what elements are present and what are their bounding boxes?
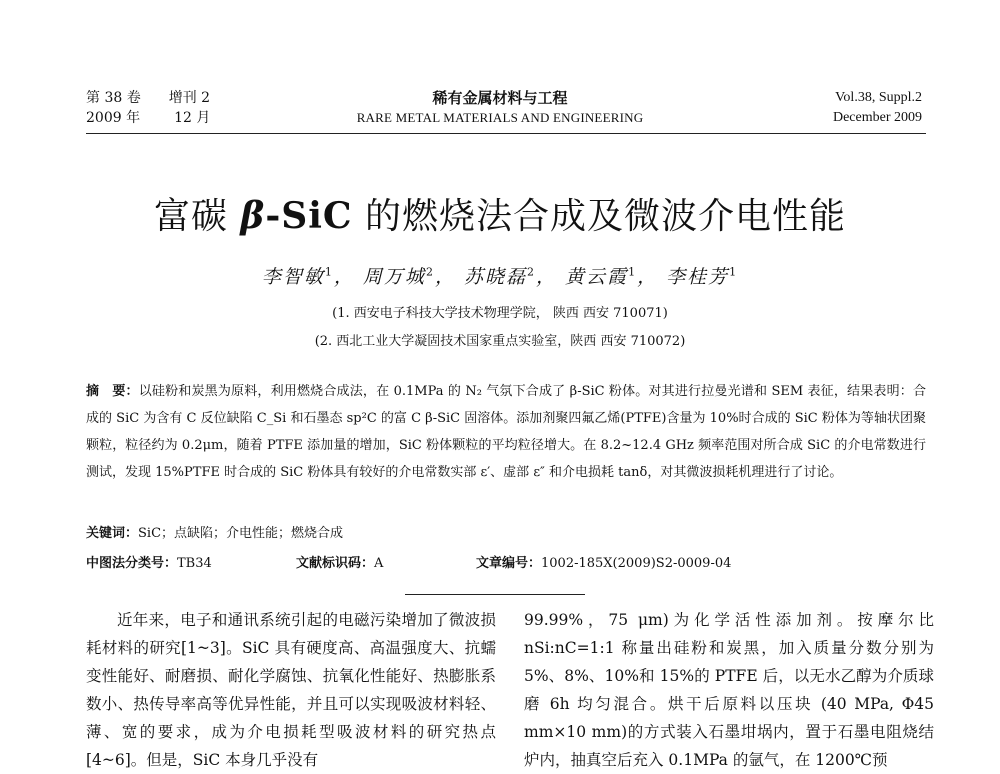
keywords: [86, 522, 343, 541]
volume: 第 38 卷: [86, 90, 141, 106]
journal-name-cn: 稀有金属材料与工程: [432, 89, 568, 107]
author-aff: 1: [729, 265, 739, 279]
keywords-text: SiC；点缺陷；介电性能；燃烧合成: [138, 526, 344, 541]
month: 12 月: [174, 110, 211, 126]
author-aff: 2: [425, 265, 435, 279]
title-suffix: 的燃烧法合成及微波介电性能: [352, 196, 847, 237]
body-column-right: [524, 606, 934, 774]
author: 黄云霞: [565, 266, 629, 288]
header-rule: [86, 133, 926, 134]
vol-en: Vol.38, Suppl.2: [835, 90, 922, 105]
article-no-value: 1002-185X(2009)S2-0009-04: [541, 556, 732, 571]
abstract: [86, 378, 926, 486]
author-list: 李智敏$^1$， 周万城$^2$， 苏晓磊$^2$， 黄云霞$^1$， 李桂芳$^1$: [261, 265, 739, 288]
clc-value: TB34: [177, 556, 212, 571]
issue: 增刊 2: [168, 90, 211, 106]
abstract-text: 以硅粉和炭黑为原料，利用燃烧合成法，在 0.1MPa 的 N₂ 气氛下合成了 β-SiC 粉体。对其进行拉曼光谱和 SEM 表征，结果表明：合成的 SiC 为含有 C 反位缺陷 C_Si 和石墨态 sp²C 的富 C β-SiC 固溶体。添加剂聚四氟乙烯(PTFE)含量为 10%时合成的 SiC 粉体为等轴状团聚颗粒，粒径约为 0.2μm，随着 PTFE 添加量的增加，SiC 粉体颗粒的平均粒径增大。在 8.2~12.4 GHz 频率范围对所合成 SiC 的介电常数进行测试，发现 15%PTFE 时合成的 SiC 粉体具有较好的介电常数实部 ε′、虚部 ε″ 和介电损耗 tanδ，对其微波损耗机理进行了讨论。: [86, 384, 926, 480]
author: 李智敏: [261, 266, 325, 288]
section-rule: [405, 594, 585, 595]
year: 2009 年: [86, 110, 141, 126]
title-sic: -SiC: [265, 195, 353, 237]
title-prefix: 富碳: [153, 196, 241, 237]
author: 周万城: [362, 266, 426, 288]
author-aff: 1: [324, 265, 334, 279]
paper-title: [0, 188, 1000, 239]
abstract-label: 摘 要：: [86, 384, 139, 399]
affiliation-1: (1. 西安电子科技大学技术物理学院， 陕西 西安 710071): [332, 306, 668, 321]
author: 苏晓磊: [463, 266, 527, 288]
author-aff: 1: [628, 265, 638, 279]
clc-label: 中图法分类号：: [86, 556, 178, 571]
classification-row: [86, 552, 846, 571]
doc-code-value: A: [374, 556, 384, 571]
affiliation-2: (2. 西北工业大学凝固技术国家重点实验室，陕西 西安 710072): [314, 334, 686, 349]
title-beta: β: [240, 195, 266, 237]
body-paragraph: 近年来，电子和通讯系统引起的电磁污染增加了微波损耗材料的研究[1~3]。SiC 具有硬度高、高温强度大、抗蠕变性能好、耐磨损、耐化学腐蚀、抗氧化性能好、热膨胀系数小、热传导率高等优异性能，并且可以实现吸波材料轻、薄、宽的要求，成为介电损耗型吸波材料的研究热点[4~6]。但是，SiC 本身几乎没有: [86, 611, 496, 769]
body-column-left: [86, 606, 496, 774]
doc-code-label: 文献标识码：: [296, 556, 375, 571]
body-paragraph: 99.99%，75 μm)为化学活性添加剂。按摩尔比 nSi:nC=1:1 称量出硅粉和炭黑，加入质量分数分别为 5%、8%、10%和 15%的 PTFE 后，以无水乙醇为介质球磨 6h 均匀混合。烘干后原料以压块 (40 MPa, Φ45 mm×10 mm)的方式装入石墨坩埚内，置于石墨电阻烧结炉内，抽真空后充入 0.1MPa 的氩气，在 1200℃预: [524, 611, 934, 769]
journal-name-en: RARE METAL MATERIALS AND ENGINEERING: [356, 110, 644, 125]
article-no-label: 文章编号：: [476, 556, 542, 571]
header-volume-en: [833, 88, 922, 128]
keywords-label: 关键词：: [86, 526, 139, 541]
date-en: December 2009: [832, 110, 922, 125]
author-aff: 2: [527, 265, 536, 279]
author: 李桂芳: [666, 266, 730, 288]
